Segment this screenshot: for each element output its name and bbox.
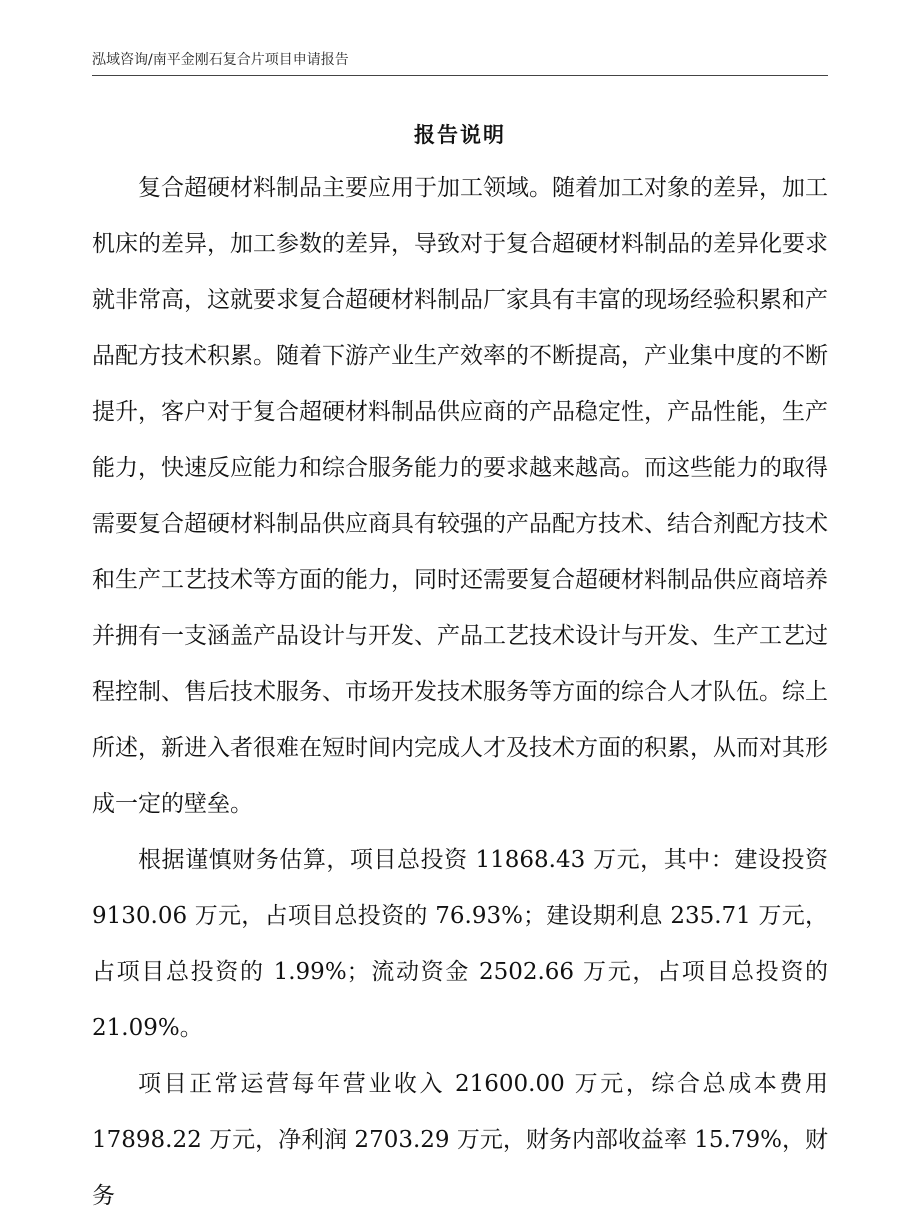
document-body: [92, 160, 828, 1224]
paragraph-market-barrier: 复合超硬材料制品主要应用于加工领域。随着加工对象的差异，加工机床的差异，加工参数的差异，导致对于复合超硬材料制品的差异化要求就非常高，这就要求复合超硬材料制品厂家具有丰富的现场经验积累和产品配方技术积累。随着下游产业生产效率的不断提高，产业集中度的不断提升，客户对于复合超硬材料制品供应商的产品稳定性，产品性能，生产能力，快速反应能力和综合服务能力的要求越来越高。而这些能力的取得需要复合超硬材料制品供应商具有较强的产品配方技术、结合剂配方技术和生产工艺技术等方面的能力，同时还需要复合超硬材料制品供应商培养并拥有一支涵盖产品设计与开发、产品工艺技术设计与开发、生产工艺过程控制、售后技术服务、市场开发技术服务等方面的综合人才队伍。综上所述，新进入者很难在短时间内完成人才及技术方面的积累，从而对其形成一定的壁垒。: [92, 175, 828, 817]
paragraph-investment: 根据谨慎财务估算，项目总投资 11868.43 万元，其中：建设投资 9130.06 万元，占项目总投资的 76.93%；建设期利息 235.71 万元，占项目总投资的 1.99%；流动资金 2502.66 万元，占项目总投资的 21.09%。: [92, 847, 828, 1041]
section-title: 报告说明: [414, 122, 506, 147]
paragraph-revenue: 项目正常运营每年营业收入 21600.00 万元，综合总成本费用 17898.22 万元，净利润 2703.29 万元，财务内部收益率 15.79%，财务: [92, 1071, 828, 1209]
header-divider: [92, 75, 828, 76]
running-header: 泓域咨询/南平金刚石复合片项目申请报告: [92, 52, 349, 68]
